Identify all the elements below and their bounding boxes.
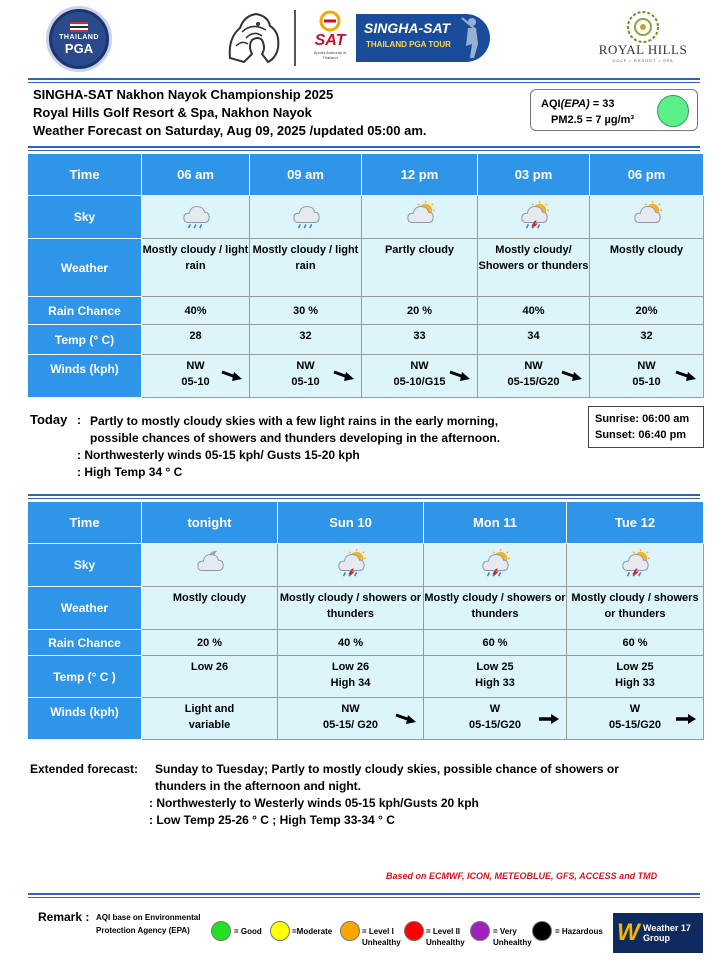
pm25-label: PM2.5 [551,114,583,126]
legend-very-unhealthy-dot [470,921,490,941]
extended-temp-line: : Low Temp 25-26 ° C ; High Temp 33-34 ° C [149,813,395,827]
remark-desc-line-2: Protection Agency (EPA) [96,926,190,935]
rain-chance-cell: 40% [142,297,250,325]
wind-cell [567,698,704,740]
royal-hills-logo [598,10,688,66]
wind-speed: 05-15/G20 [469,719,521,731]
wind-direction: NW [186,360,205,372]
singha-emblem-icon [222,8,284,66]
wind-speed: 05-10/G15 [393,376,446,388]
sat-logo [306,10,354,66]
wind-direction: W [629,703,641,715]
rain-chance-cell: 20 % [142,630,278,656]
rain-chance-cell: 30 % [250,297,362,325]
wind-cell [278,698,424,740]
header-divider [294,10,296,66]
today-temp-line: : High Temp 34 ° C [77,465,183,479]
wind-cell [590,355,704,398]
extended-summary-line-2: thunders in the afternoon and night. [155,779,361,793]
forecast-date-title: Weather Forecast on Saturday, Aug 09, 2025 /updated 05:00 am. [33,123,427,138]
sky-cell [250,196,362,239]
legend-level1-label [362,926,401,948]
wind-direction: NW [410,360,429,372]
wind-speed: 05-15/ G20 [322,719,379,731]
cloud-rain-icon [290,200,322,230]
temp-label: Temp (° C) [28,325,142,355]
royal-hills-name: ROYAL HILLS [598,42,688,57]
aqi-label: AQI [541,98,561,110]
wind-speed: 05-10 [181,376,210,388]
rain-chance-cell: 20% [590,297,704,325]
weather-cell: Mostly cloudy/ Showers or thunders [478,239,590,297]
sky-label: Sky [28,196,142,239]
legend-label-line: = Hazardous [555,927,603,936]
weather17-group: Group [643,933,670,943]
today-colon: : [77,413,81,427]
temp-cell [424,656,567,698]
pga-logo-text-2: PGA [64,41,94,56]
weather-label: Weather [28,239,142,297]
wind-arrow-icon [333,370,355,382]
day-cell: Tue 12 [567,502,704,544]
rain-chance-label: Rain Chance [28,630,142,656]
wind-arrow-icon [449,370,471,382]
weather17-mark: W [617,919,640,946]
weather-cell: Mostly cloudy / showers or thunders [567,587,704,630]
extended-forecast-table [27,501,704,740]
high-temp: High 34 [330,677,371,689]
wind-direction: NW [341,703,360,715]
legend-label-line: Unhealthy [362,938,401,947]
low-temp: Low 26 [190,661,229,673]
partly-cloudy-icon [404,200,436,230]
legend-label-line: Unhealthy [426,938,465,947]
royal-hills-tagline: GOLF • RESORT • SPA [612,58,674,63]
aqi-status-dot [657,95,689,127]
pm25-reading [551,114,634,126]
thunderstorm-icon [619,548,651,578]
low-temp: Low 25 [616,661,654,673]
extended-winds-line: : Northwesterly to Westerly winds 05-15 kph/Gusts 20 kph [149,796,479,810]
temp-cell [278,656,424,698]
temp-cell: 32 [250,325,362,355]
legend-moderate-dot [270,921,290,941]
royal-hills-emblem-icon [626,10,660,44]
wind-direction: W [489,703,501,715]
wind-speed: 05-10 [291,376,320,388]
wind-direction: NW [296,360,315,372]
event-title: SINGHA-SAT Nakhon Nayok Championship 2025 [33,87,334,102]
time-header: Time [28,154,142,196]
temp-label: Temp (° C ) [28,656,142,698]
legend-hazardous-label [555,926,603,937]
section-rule [28,494,700,499]
weather-cell: Partly cloudy [362,239,478,297]
rain-chance-cell: 40 % [278,630,424,656]
legend-label-line: =Moderate [292,927,333,936]
wind-cell [142,355,250,398]
high-temp: High 33 [475,677,515,689]
golfer-silhouette-icon [458,16,484,60]
wind-arrow-east-icon [675,713,697,725]
temp-cell: 33 [362,325,478,355]
wind-cell [478,355,590,398]
header-rule [28,78,700,83]
sunrise-sunset-box [588,406,704,448]
wind-direction: NW [524,360,543,372]
temp-cell: 28 [142,325,250,355]
weather17-name: Weather 17 [643,923,691,933]
wind-cell [250,355,362,398]
sky-cell [567,544,704,587]
legend-label-line: = Level II [426,927,461,936]
time-cell: 06 pm [590,154,704,196]
venue-title: Royal Hills Golf Resort & Spa, Nakhon Nayok [33,105,312,120]
legend-level1-dot [340,921,360,941]
day-cell: Mon 11 [424,502,567,544]
legend-moderate-label [292,926,332,937]
wind-direction: NW [637,360,656,372]
rain-chance-cell: 40% [478,297,590,325]
partly-cloudy-icon [631,200,663,230]
legend-hazardous-dot [532,921,552,941]
day-cell: tonight [142,502,278,544]
extended-forecast-label: Extended forecast: [30,762,139,776]
remark-desc-line-1: AQI base on Environmental [96,913,201,922]
thunderstorm-icon [518,200,550,230]
weather-cell: Mostly cloudy / showers or thunders [424,587,567,630]
aqi-value: = 33 [592,98,615,110]
pga-logo-text-1: THAILAND [59,34,99,41]
aqi-reading [541,98,614,110]
temp-cell [142,656,278,698]
winds-label: Winds (kph) [28,355,142,398]
wind-arrow-icon [675,370,697,382]
sky-label: Sky [28,544,142,587]
wind-speed: variable [188,719,231,731]
weather-cell: Mostly cloudy [590,239,704,297]
tour-logo-title: SINGHA-SAT [364,20,451,36]
weather17-group-logo [613,913,703,953]
time-cell: 09 am [250,154,362,196]
aqi-epa-label: (EPA) [560,98,590,110]
temp-cell: 32 [590,325,704,355]
title-rule [28,146,700,151]
weather-label: Weather [28,587,142,630]
temp-cell [567,656,704,698]
today-summary-line-2: possible chances of showers and thunders developing in the afternoon. [90,431,501,445]
wind-arrow-icon [561,370,583,382]
extended-summary-line-1: Sunday to Tuesday; Partly to mostly cloudy skies, possible chance of showers or [155,762,619,776]
weather-cell: Mostly cloudy / light rain [250,239,362,297]
data-source-note: Based on ECMWF, ICON, METEOBLUE, GFS, ACCESS and TMD [386,871,658,881]
cloudy-night-icon [194,548,226,578]
legend-good-label [234,926,262,937]
sky-cell [424,544,567,587]
singha-sat-tour-logo [356,14,490,62]
wind-direction: Light and [184,703,235,715]
legend-very-unhealthy-label [493,926,532,948]
wind-arrow-east-icon [538,713,560,725]
high-temp: High 33 [615,677,655,689]
sat-logo-text: SAT [314,32,346,49]
wind-cell [362,355,478,398]
sunset-time: Sunset: 06:40 pm [595,429,687,441]
sunrise-time: Sunrise: 06:00 am [595,413,690,425]
low-temp: Low 26 [331,661,370,673]
sky-cell [362,196,478,239]
sat-emblem-icon [315,10,345,32]
wind-cell [142,698,278,740]
time-cell: 12 pm [362,154,478,196]
rain-chance-cell: 60 % [567,630,704,656]
pm25-value: = 7 µg/m³ [585,114,635,126]
thunderstorm-icon [335,548,367,578]
legend-label-line: = Good [234,927,262,936]
wind-speed: 05-15/G20 [507,376,560,388]
remark-label: Remark : [38,910,90,924]
sky-cell [278,544,424,587]
today-forecast-table [27,153,704,398]
aqi-box [530,89,698,131]
rain-chance-cell: 20 % [362,297,478,325]
today-winds-line: : Northwesterly winds 05-15 kph/ Gusts 15-20 kph [77,448,360,462]
wind-arrow-icon [395,713,417,725]
weather-cell: Mostly cloudy / light rain [142,239,250,297]
sky-cell [142,196,250,239]
wind-speed: 05-15/G20 [609,719,661,731]
wind-cell [424,698,567,740]
rain-chance-label: Rain Chance [28,297,142,325]
sky-cell [478,196,590,239]
legend-level2-label [426,926,465,948]
tour-logo-subtitle: THAILAND PGA TOUR [366,40,451,49]
legend-label-line: = Very [493,927,517,936]
legend-label-line: Unhealthy [493,938,532,947]
wind-arrow-icon [221,370,243,382]
thai-flag-icon [70,22,88,32]
legend-good-dot [211,921,231,941]
thunderstorm-icon [479,548,511,578]
rain-chance-cell: 60 % [424,630,567,656]
time-cell: 03 pm [478,154,590,196]
weather-cell: Mostly cloudy [142,587,278,630]
sky-cell [142,544,278,587]
wind-speed: 05-10 [632,376,661,388]
footer-rule [28,893,700,898]
legend-label-line: = Level I [362,927,394,936]
legend-level2-dot [404,921,424,941]
today-label: Today [30,412,68,427]
weather17-text [643,923,691,943]
thailand-pga-logo [46,6,112,72]
sky-cell [590,196,704,239]
cloud-rain-icon [180,200,212,230]
time-header: Time [28,502,142,544]
sat-logo-subtext: Sports Authority of Thailand [313,50,347,60]
time-cell: 06 am [142,154,250,196]
low-temp: Low 25 [476,661,514,673]
weather-cell: Mostly cloudy / showers or thunders [278,587,424,630]
today-summary-line-1: Partly to mostly cloudy skies with a few light rains in the early morning, [90,414,499,428]
winds-label: Winds (kph) [28,698,142,740]
temp-cell: 34 [478,325,590,355]
day-cell: Sun 10 [278,502,424,544]
